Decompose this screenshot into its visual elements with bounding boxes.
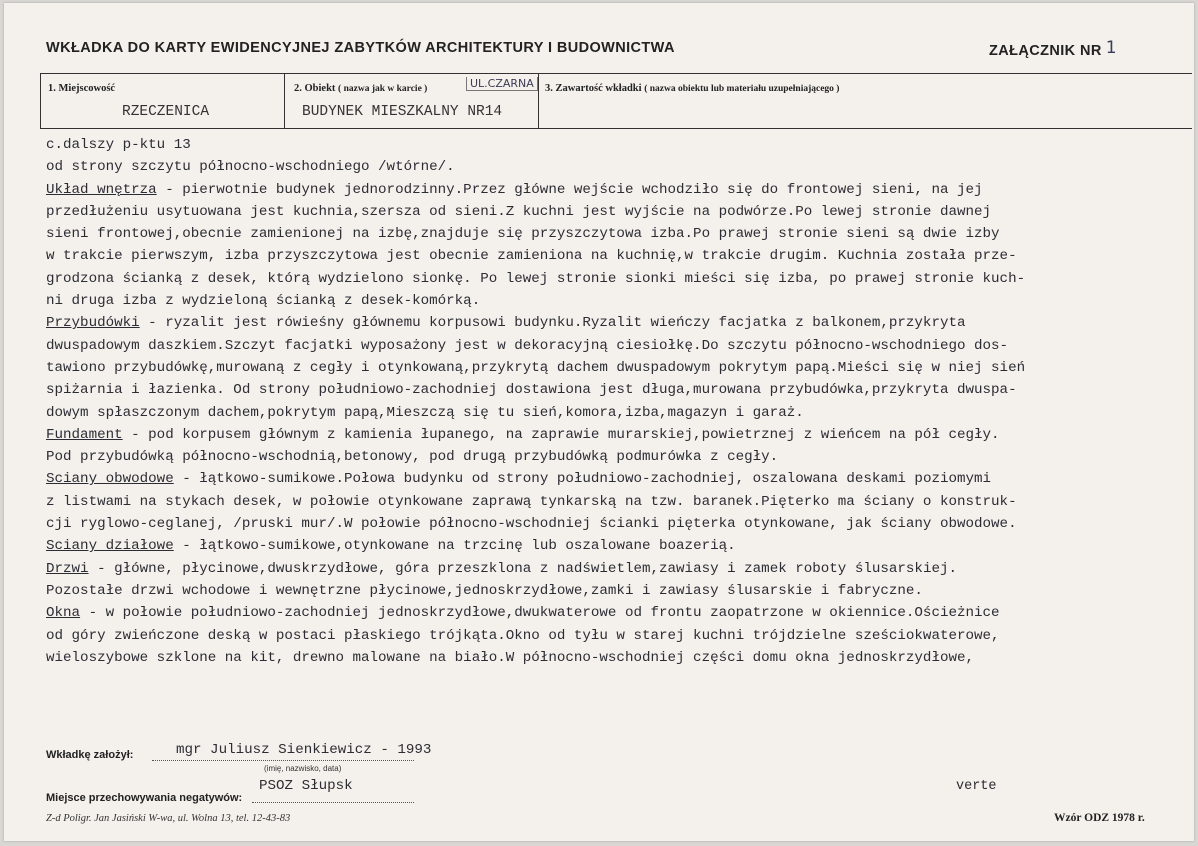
contents-label-sub: ( nazwa obiektu lub materiału uzupełniającego ) xyxy=(644,84,840,94)
body-line-text: - łątkowo-sumikowe.Połowa budynku od strony południowo-zachodniej, oszalowana deskami poziomymi xyxy=(173,471,992,488)
printer-imprint: Z-d Poligr. Jan Jasiński W-wa, ul. Wolna 13, tel. 12-43-83 xyxy=(46,813,291,824)
body-line-text: c.dalszy p-ktu 13 xyxy=(46,137,191,153)
body-line xyxy=(46,156,1188,178)
section-heading: Sciany obwodowe xyxy=(46,471,174,488)
body-line xyxy=(46,468,1188,490)
object-label-sub: ( nazwa jak w karcie ) xyxy=(338,84,428,94)
storage-value: PSOZ Słupsk xyxy=(259,778,353,794)
body-line xyxy=(46,245,1188,267)
body-line xyxy=(46,558,1188,580)
annex-number: 1 xyxy=(1105,38,1117,58)
body-line xyxy=(46,201,1188,223)
body-line xyxy=(46,335,1188,357)
description-body xyxy=(46,134,1188,669)
body-line xyxy=(46,602,1188,624)
annex-label xyxy=(989,40,1117,60)
author-caption: (imię, nazwisko, data) xyxy=(264,764,342,773)
body-line xyxy=(46,357,1188,379)
body-line xyxy=(46,179,1188,201)
fields-left-border xyxy=(40,73,41,129)
body-line-text: od góry zwieńczone deską w postaci płaskiego trójkąta.Okno od tyłu w starej kuchni trójdzielne sześciokwaterowe, xyxy=(46,627,1000,644)
body-line xyxy=(46,491,1188,513)
body-line xyxy=(46,223,1188,245)
body-line-text: grodzona ścianką z desek, którą wydzielono sionkę. Po lewej stronie sionki mieści się izba, po prawej stronie kuch- xyxy=(46,270,1026,287)
body-line-text: spiżarnia i łazienka. Od strony południowo-zachodniej dostawiona jest długa,murowana przybudówka,przykryta dwuspa- xyxy=(46,382,1017,399)
section-heading: Okna xyxy=(46,605,81,622)
body-line xyxy=(46,424,1188,446)
object-value: BUDYNEK MIESZKALNY NR14 xyxy=(302,104,503,120)
body-line xyxy=(46,268,1188,290)
annex-label-text: ZAŁĄCZNIK NR xyxy=(989,43,1102,59)
body-line-text: - w połowie południowo-zachodniej jednoskrzydłowe,dwukwaterowe od frontu zaopatrzone w okiennice.Ościeżnice xyxy=(80,605,1000,622)
author-label: Wkładkę założył: xyxy=(46,749,134,761)
body-line xyxy=(46,134,1188,156)
body-line xyxy=(46,625,1188,647)
locality-value: RZECZENICA xyxy=(122,104,210,120)
fields-separator-1 xyxy=(284,73,285,129)
body-line-text: ni druga izba z wydzieloną ścianką z desek-komórką. xyxy=(46,293,481,310)
body-line-text: od strony szczytu północno-wschodniego /wtórne/. xyxy=(46,159,455,176)
fields-top-rule xyxy=(40,73,1192,74)
body-line xyxy=(46,312,1188,334)
body-line xyxy=(46,446,1188,468)
body-line-text: z listwami na stykach desek, w połowie otynkowane zaprawą tynkarską na tzw. baranek.Pięterko ma ściany o konstruk- xyxy=(46,493,1017,510)
section-heading: Sciany działowe xyxy=(46,538,174,555)
verte-note: verte xyxy=(956,779,997,794)
locality-label: 1. Miejscowość xyxy=(48,83,116,94)
body-line xyxy=(46,402,1188,424)
author-dotted-line xyxy=(152,760,414,761)
body-line-text: dwuspadowym daszkiem.Szczyt facjatki wyposażony jest w dekoracyjną ciesiołkę.Do szczytu północno-wschodniego dos- xyxy=(46,337,1009,354)
body-line xyxy=(46,379,1188,401)
storage-dotted-line xyxy=(252,802,414,803)
form-model: Wzór ODZ 1978 r. xyxy=(1054,812,1145,824)
body-line xyxy=(46,290,1188,312)
form-title: WKŁADKA DO KARTY EWIDENCYJNEJ ZABYTKÓW ARCHITEKTURY I BUDOWNICTWA xyxy=(46,40,675,56)
body-line xyxy=(46,513,1188,535)
storage-label: Miejsce przechowywania negatywów: xyxy=(46,792,243,804)
fields-separator-2 xyxy=(538,73,539,129)
section-heading: Przybudówki xyxy=(46,315,140,332)
author-value: mgr Juliusz Sienkiewicz - 1993 xyxy=(176,742,432,758)
record-card xyxy=(4,3,1194,841)
body-line xyxy=(46,535,1188,557)
body-line-text: tawiono przybudówkę,murowaną z cegły i otynkowaną,przykrytą dachem dwuspadowym pokrytym papą.Mieści się w niej sień xyxy=(46,359,1026,376)
body-line xyxy=(46,580,1188,602)
body-line-text: Pod przybudówką północno-wschodnią,betonowy, pod drugą przybudówką podmurówka z cegły. xyxy=(46,449,779,466)
body-line-text: - główne, płycinowe,dwuskrzydłowe, góra przeszklona z nadświetlem,zawiasy i zamek roboty ślusarskiej. xyxy=(88,560,957,577)
fields-bottom-rule xyxy=(40,128,1192,129)
object-label xyxy=(294,83,427,94)
body-line xyxy=(46,647,1188,669)
contents-label-text: 3. Zawartość wkładki xyxy=(545,83,642,94)
body-line-text: cji ryglowo-ceglanej, /pruski mur/.W połowie północno-wschodniej ścianki pięterka otynkowane, jak ściany obwodowe. xyxy=(46,516,1017,533)
body-line-text: sieni frontowej,obecnie zamienionej na izbę,znajduje się przyszczytowa izba.Po prawej stronie sieni są dwie izby xyxy=(46,226,1000,243)
body-line-text: Pozostałe drzwi wchodowe i wewnętrzne płycinowe,jednoskrzydłowe,zamki i zawiasy ślusarskie i fabryczne. xyxy=(46,582,923,599)
body-line-text: w trakcie pierwszym, izba przyszczytowa jest obecnie zamieniona na kuchnię,w trakcie drugim. Kuchnia została prze- xyxy=(46,248,1017,265)
object-label-text: 2. Obiekt xyxy=(294,83,336,94)
section-heading: Układ wnętrza xyxy=(46,181,157,198)
body-line-text: - ryzalit jest rówieśny głównemu korpusowi budynku.Ryzalit wieńczy facjatka z balkonem,przykryta xyxy=(139,315,966,332)
body-line-text: dowym spłaszczonym dachem,pokrytym papą,Mieszczą się tu sień,komora,izba,magazyn i garaż. xyxy=(46,404,804,421)
object-handwritten-note: UL.CZARNA xyxy=(466,77,538,91)
body-line-text: przedłużeniu usytuowana jest kuchnia,szersza od sieni.Z kuchni jest wyjście na podwórze.Po lewej stronie dawnej xyxy=(46,203,992,220)
section-heading: Drzwi xyxy=(46,560,89,577)
body-line-text: - pod korpusem głównym z kamienia łupanego, na zaprawie murarskiej,powietrznej z wieńcem na pół cegły. xyxy=(122,426,1000,443)
contents-label xyxy=(545,83,839,94)
section-heading: Fundament xyxy=(46,426,123,443)
body-line-text: wieloszybowe szklone na kit, drewno malowane na biało.W północno-wschodniej części domu okna jednoskrzydłowe, xyxy=(46,649,975,666)
header-fields xyxy=(40,73,1192,129)
body-line-text: - pierwotnie budynek jednorodzinny.Przez główne wejście wchodziło się do frontowej sieni, na jej xyxy=(156,181,983,198)
body-line-text: - łątkowo-sumikowe,otynkowane na trzcinę lub oszalowane boazerią. xyxy=(173,538,736,555)
